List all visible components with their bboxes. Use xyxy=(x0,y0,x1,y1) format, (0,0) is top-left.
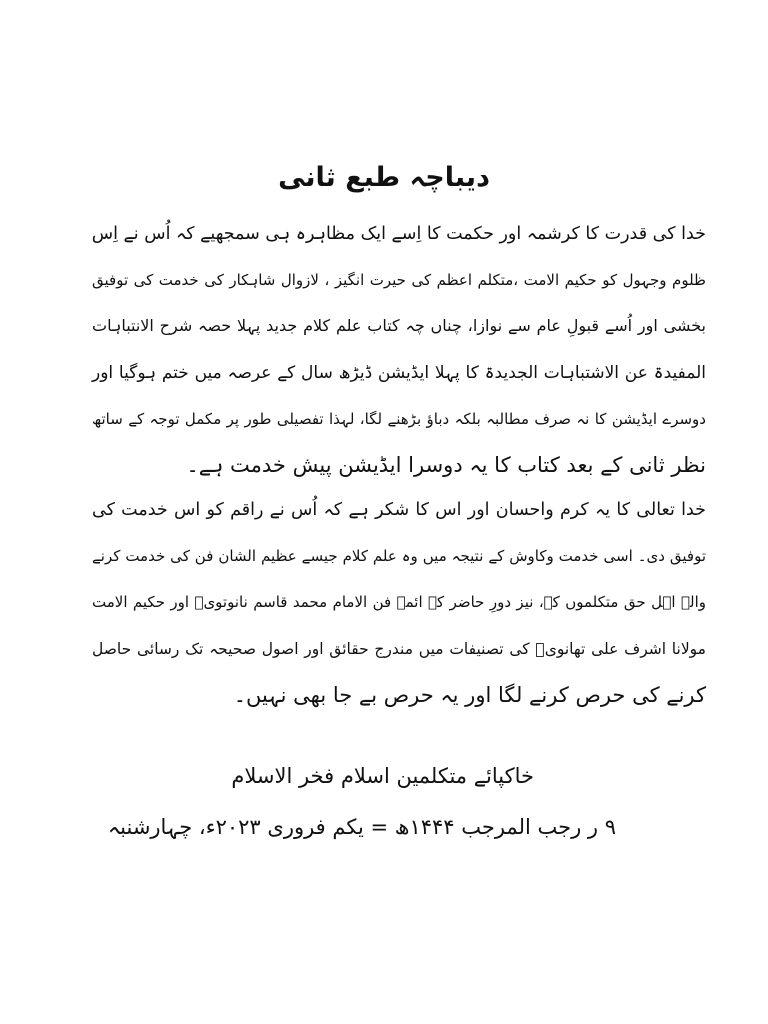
paragraph-line: کرنے کی حرص کرنے لگا اور یہ حرص بے جا بھی نہیں۔ xyxy=(233,682,706,707)
page-title: دیباچہ طبع ثانی xyxy=(278,162,490,193)
paragraph-first xyxy=(92,211,706,488)
paragraph-line: خدا تعالی کا یہ کرم واحسان اور اس کا شکر ہے کہ اُس نے راقم کو اس خدمت کی xyxy=(92,500,706,520)
paragraph-line: مولانا اشرف علی تھانویؒ کی تصنیفات میں مندرج حقائق اور اصول صحیحہ تک رسائی حاصل xyxy=(92,639,706,658)
paragraph-line: بخشی اور اُسے قبولِ عام سے نوازا، چناں چہ کتاب علم کلام جدید پہلا حصہ شرح الانتباہات xyxy=(92,316,706,336)
paragraph-line: توفیق دی۔ اسی خدمت وکاوش کے نتیجہ میں وہ علم کلام جیسے عظیم الشان فن کی خدمت کرنے xyxy=(92,547,706,566)
paragraph-line: دوسرے ایڈیشن کا نہ صرف مطالبہ بلکہ دباؤ بڑھنے لگا، لہذا تفصیلی طور پر مکمل توجہ کے ساتھ xyxy=(92,409,706,428)
paragraph-line: المفیدۃ عن الاشتباہات الجدیدۃ کا پہلا ایڈیشن ڈیڑھ سال کے عرصہ میں ختم ہوگیا اور xyxy=(92,362,706,383)
paragraph-line: نظر ثانی کے بعد کتاب کا یہ دوسرا ایڈیشن پیش خدمت ہے۔ xyxy=(186,453,706,478)
paragraph-line: خدا کی قدرت کا کرشمہ اور حکمت کا اِسے ایک مظاہرہ ہی سمجھیے کہ اُس نے اِس xyxy=(91,224,706,244)
signature-name: خاکپائے متکلمین اسلام فخر الاسلام xyxy=(231,764,534,788)
signature-date: ۹ ر رجب المرجب ۱۴۴۴ھ = یکم فروری ۲۰۲۳ء، چہارشنبہ xyxy=(107,815,616,839)
paragraph-line: ظلوم وجہول کو حکیم الامت ،متکلم اعظم کی حیرت انگیز ، لازوال شاہکار کی خدمت کی توفیق xyxy=(92,271,706,290)
paragraph-second xyxy=(92,487,706,718)
paragraph-line: والے اہل حق متکلموں کے، نیز دورِ حاضر کے ائمۂ فن الامام محمد قاسم نانوتویؒ اور حکیم الامت xyxy=(92,593,706,612)
